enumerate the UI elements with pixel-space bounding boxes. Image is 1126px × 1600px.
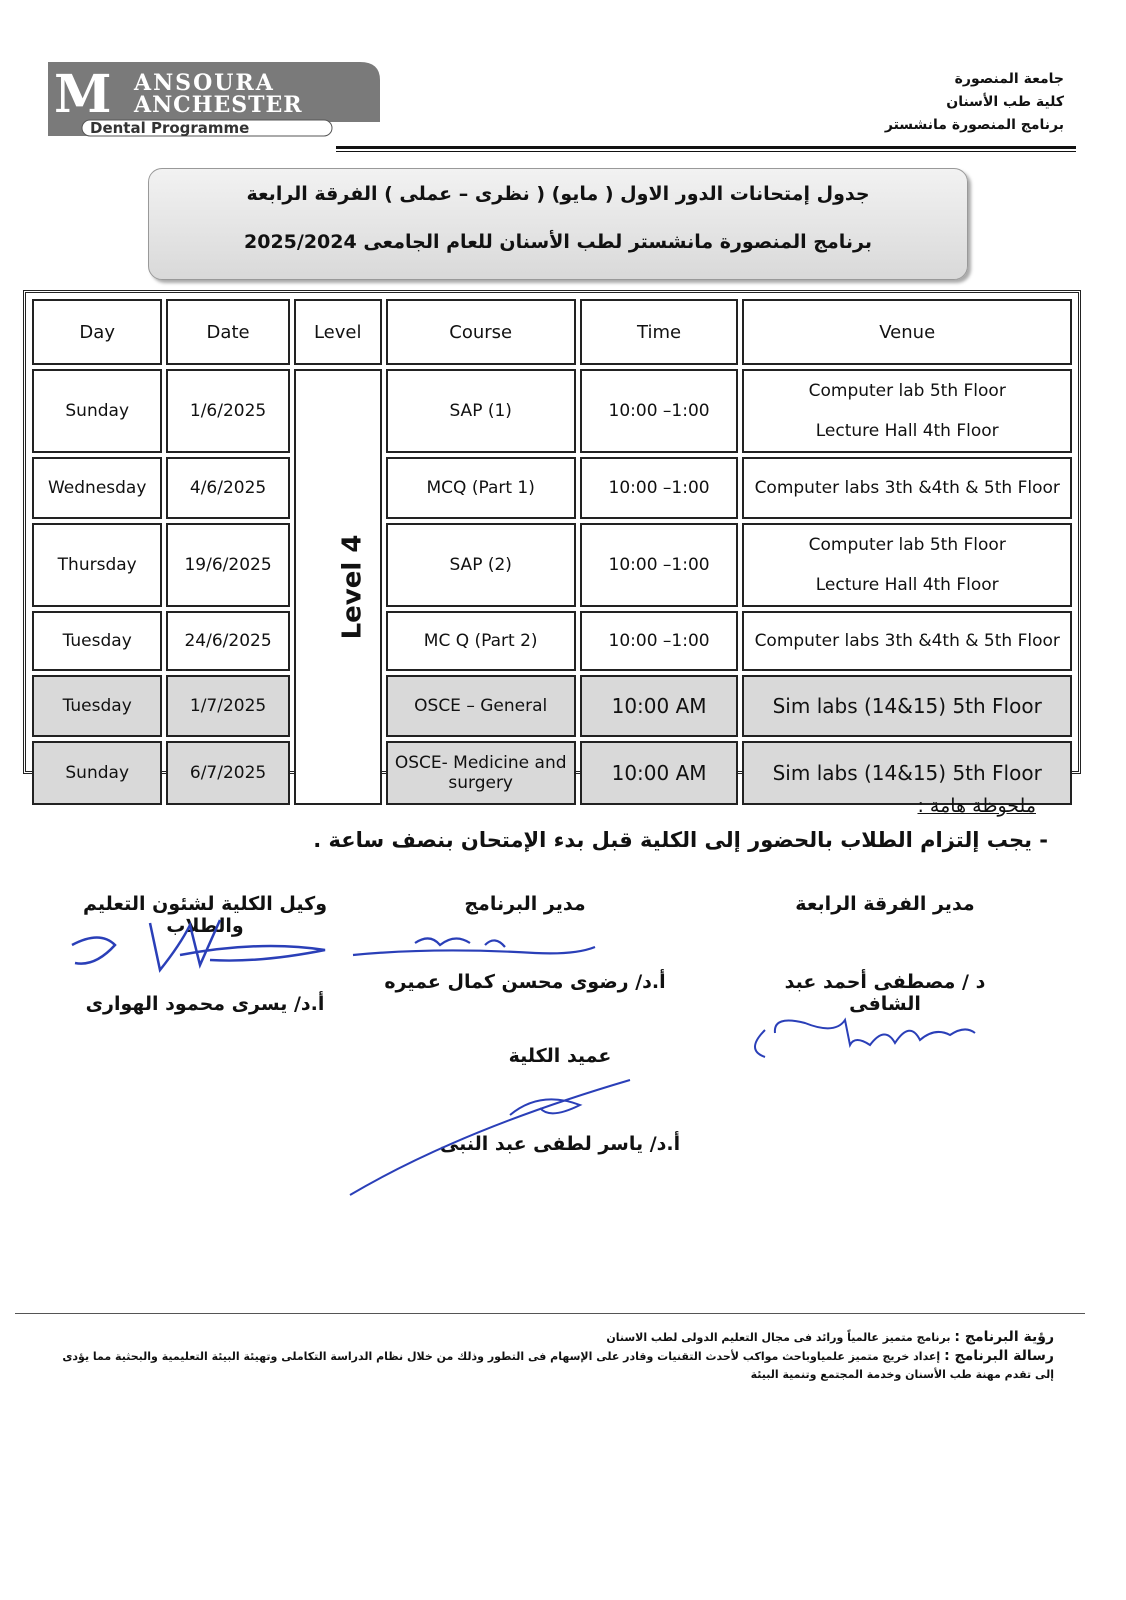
cell-time: 10:00 –1:00 [580,611,739,671]
program-vision [44,1328,1054,1347]
cell-venue: Computer labs 3th &4th & 5th Floor [742,457,1072,519]
mission-text: إعداد خريج متميز علمياوباحث مواكب لأحدث التقنيات وقادر على الإسهام فى التطور وذلك من خلال نظام الدراسة التكاملى وتهيئة البيئة التعليمية والبحثية مما يؤدى [62,1350,941,1363]
venue-line: Computer lab 5th Floor [808,381,1006,401]
cell-date: 6/7/2025 [166,741,289,805]
signatory-role: عميد الكلية [508,1045,612,1067]
program-mission [44,1347,1054,1366]
level-label: Level 4 [337,534,368,640]
cell-course: OSCE – General [386,675,576,737]
cell-course: SAP (2) [386,523,576,607]
institution-header [885,68,1064,137]
title-line2: برنامج المنصورة مانشستر لطب الأسنان للعام الجامعى 2025/2024 [244,231,872,253]
cell-venue: Sim labs (14&15) 5th Floor [742,741,1072,805]
cell-venue: Sim labs (14&15) 5th Floor [742,675,1072,737]
faculty-name: كلية طب الأسنان [946,94,1064,110]
signatory-role: مدير الفرقة الرابعة [795,893,975,915]
program-director-signature-mark [345,925,605,970]
signatory-name: أ.د/ ياسر لطفى عبد النبى [439,1133,681,1155]
cell-day: Thursday [32,523,162,607]
program-name: برنامج المنصورة مانشستر [884,117,1064,133]
year-director-signature-mark [735,1005,985,1075]
university-name: جامعة المنصورة [954,71,1064,87]
cell-course: OSCE- Medicine and surgery [386,741,576,805]
venue-line: Lecture Hall 4th Floor [815,575,999,595]
cell-course: SAP (1) [386,369,576,453]
programme-logo [42,60,382,138]
table-row [32,741,1072,805]
title-line1: جدول إمتحانات الدور الاول ( مايو) ( نظرى – عملى ) الفرقة الرابعة [246,183,870,205]
signatory-name: أ.د/ يسرى محمود الهوارى [85,993,325,1015]
header-day: Day [32,299,162,365]
vision-text: برنامج متميز عالمياً ورائد فى مجال التعليم الدولى لطب الاسنان [606,1331,951,1344]
header-rule-thin [336,151,1076,152]
header-date: Date [166,299,289,365]
logo-initial: M [54,64,112,125]
venue-line: Lecture Hall 4th Floor [815,421,999,441]
cell-venue [742,369,1072,453]
table-row [32,369,1072,453]
cell-date: 24/6/2025 [166,611,289,671]
vision-label: رؤية البرنامج : [954,1329,1054,1345]
title-box [148,168,968,280]
signatory-name: أ.د/ رضوى محسن كمال عميره [384,971,666,993]
note-text: - يجب إلتزام الطلاب بالحضور إلى الكلية قبل بدء الإمتحان بنصف ساعة . [313,828,1048,852]
table-row [32,675,1072,737]
cell-time: 10:00 AM [580,675,739,737]
mission-text-continued: إلى تقدم مهنة طب الأسنان وخدمة المجتمع وتنمية البيئة [750,1368,1054,1381]
cell-time: 10:00 –1:00 [580,523,739,607]
header-course: Course [386,299,576,365]
table-row [32,523,1072,607]
cell-venue: Computer labs 3th &4th & 5th Floor [742,611,1072,671]
header-time: Time [580,299,739,365]
dean-signature-mark [340,1070,640,1200]
table-row [32,611,1072,671]
footer-rule [15,1313,1085,1314]
header-venue: Venue [742,299,1072,365]
cell-time: 10:00 –1:00 [580,369,739,453]
cell-date: 4/6/2025 [166,457,289,519]
cell-day: Tuesday [32,675,162,737]
cell-date: 19/6/2025 [166,523,289,607]
venue-line: Computer lab 5th Floor [808,535,1006,555]
logo-line2: ANCHESTER [134,92,303,118]
table-row [32,457,1072,519]
logo-line1: ANSOURA [134,70,275,96]
cell-venue [742,523,1072,607]
cell-date: 1/7/2025 [166,675,289,737]
cell-course: MCQ (Part 1) [386,457,576,519]
signatory-name: د / مصطفى أحمد عبد الشافى [784,971,986,1015]
cell-day: Sunday [32,369,162,453]
cell-day: Tuesday [32,611,162,671]
cell-day: Sunday [32,741,162,805]
cell-time: 10:00 –1:00 [580,457,739,519]
cell-day: Wednesday [32,457,162,519]
cell-course: MC Q (Part 2) [386,611,576,671]
signatory-role: مدير البرنامج [464,893,586,915]
signature-year-director [770,893,1000,1015]
cell-time: 10:00 AM [580,741,739,805]
table-header-row [32,299,1072,365]
mission-label: رسالة البرنامج : [944,1348,1054,1364]
cell-date: 1/6/2025 [166,369,289,453]
exam-schedule-table [23,290,1081,793]
note-title: ملحوظة هامة : [917,795,1036,817]
logo-line3: Dental Programme [90,119,250,137]
header-level: Level [294,299,382,365]
vice-dean-signature-mark [60,905,340,990]
footer-statements [44,1328,1054,1384]
cell-level [294,369,382,805]
signatory-role: وكيل الكلية لشئون التعليم والطلاب [82,893,328,937]
header-rule [336,146,1076,149]
